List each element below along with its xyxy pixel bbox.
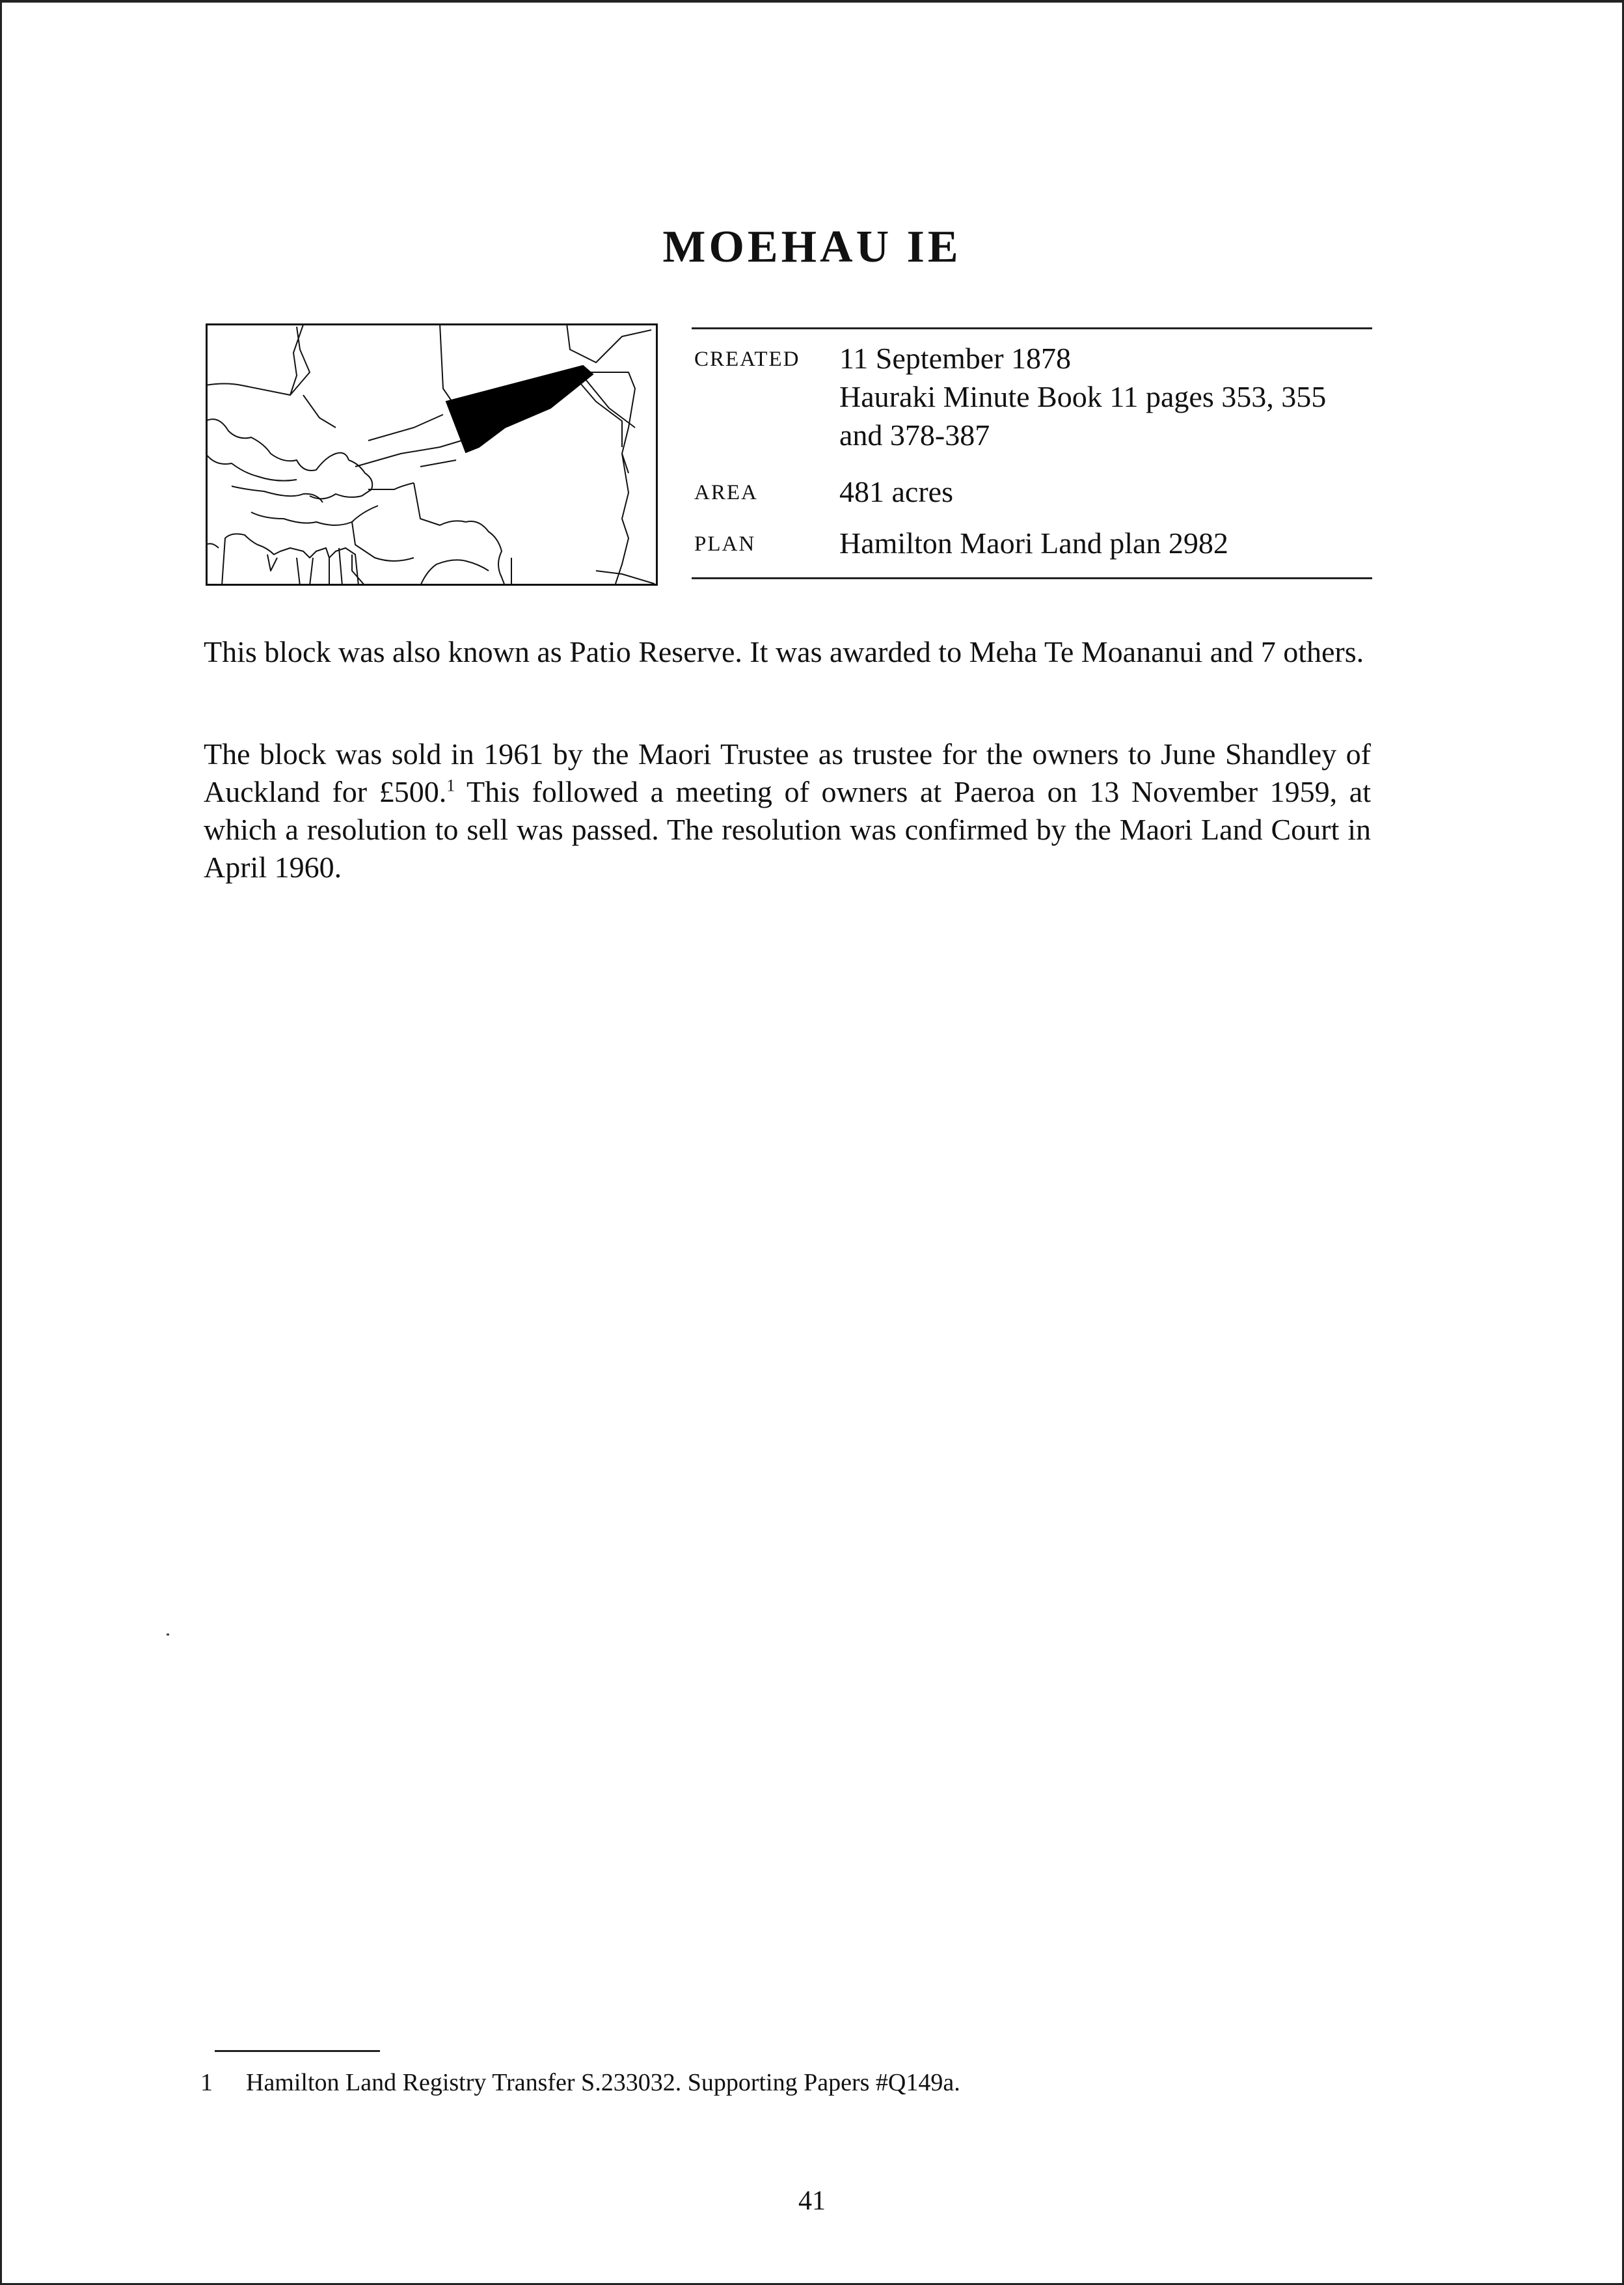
footnote-rule: [215, 2050, 380, 2052]
footnote-reference: 1: [446, 776, 455, 795]
plan-label: PLAN: [694, 532, 756, 556]
created-minute-book: Hauraki Minute Book 11 pages 353, 355: [839, 380, 1327, 413]
area-label: AREA: [694, 481, 758, 504]
footnote-number: 1: [200, 2069, 213, 2096]
created-date: 11 September 1878: [839, 342, 1072, 375]
paragraph-2: [204, 735, 1371, 886]
block-location-map: [206, 323, 658, 586]
page-title: MOEHAU IE: [662, 222, 962, 272]
area-value: 481 acres: [839, 475, 953, 508]
paragraph-2-text-a: The block was sold in 1961 by the Maori Trustee as trustee for the owners to June Shandley of Auckland for £500.: [204, 737, 1371, 808]
created-pages: and 378-387: [839, 418, 990, 452]
page-number: 41: [798, 2186, 826, 2216]
scan-speck: [167, 1634, 169, 1635]
paragraph-1: This block was also known as Patio Reserve. It was awarded to Meha Te Moananui and 7 others.: [204, 635, 1364, 668]
plan-value: Hamilton Maori Land plan 2982: [839, 527, 1228, 560]
created-label: CREATED: [694, 348, 800, 371]
footnote-text: Hamilton Land Registry Transfer S.233032. Supporting Papers #Q149a.: [246, 2069, 960, 2096]
block-info-table: [692, 327, 1372, 579]
paragraph-2-text-b: This followed a meeting of owners at Paeroa on 13 November 1959, at which a resolution to sell was passed. The resolution was confirmed by the Maori Land Court in April 1960.: [204, 775, 1371, 884]
